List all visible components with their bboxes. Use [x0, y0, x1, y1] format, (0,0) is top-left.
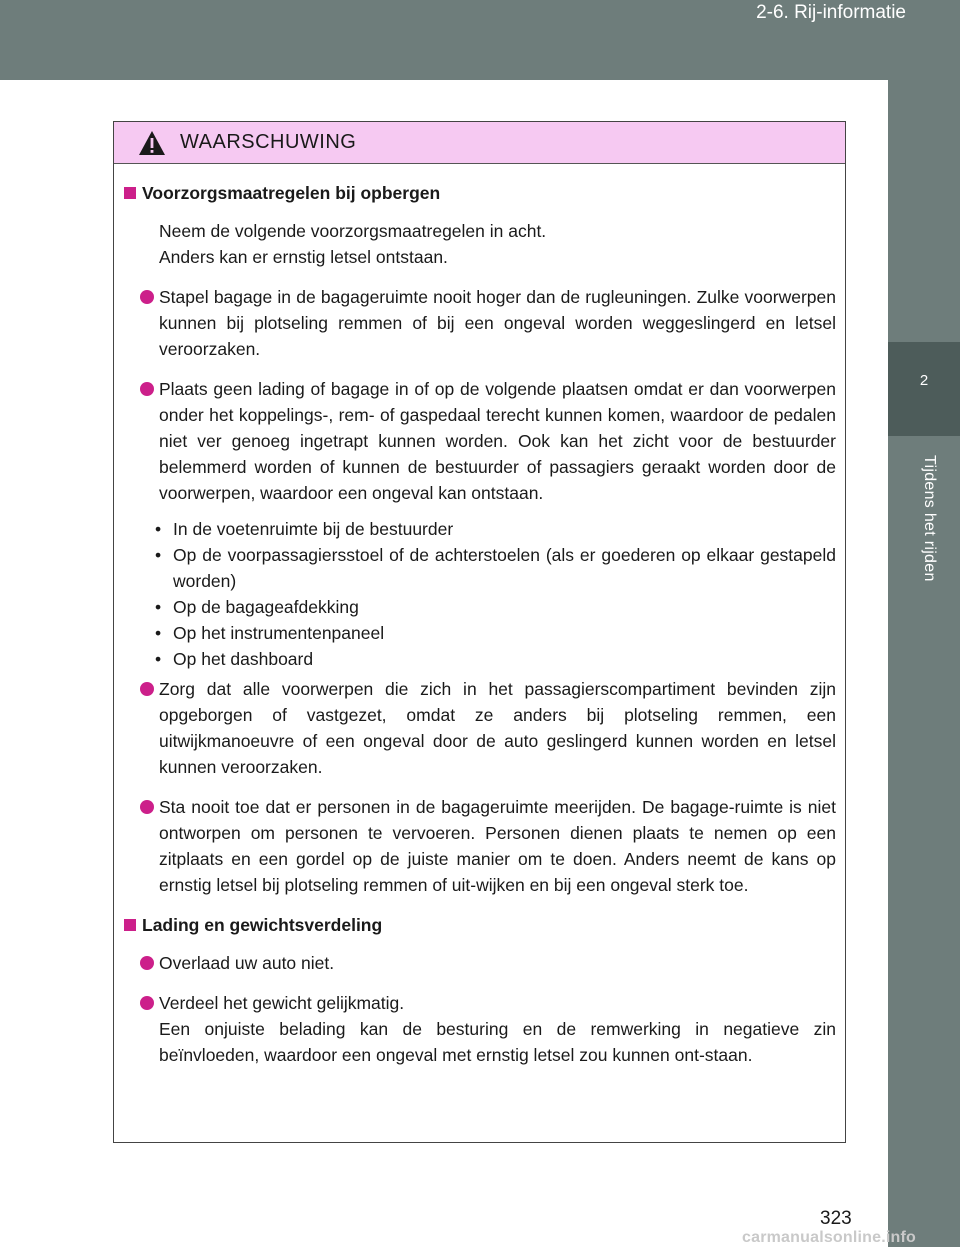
list-item-detail: Een onjuiste belading kan de besturing en de remwerking in negatieve zin beïnvloeden, waardoor een ongeval met ernstig letsel zou kunnen ont-staan. — [159, 1019, 836, 1065]
list-item-text — [159, 990, 836, 1068]
section-heading — [114, 180, 836, 206]
list-item-text: Stapel bagage in de bagageruimte nooit hoger dan de rugleuningen. Zulke voorwerpen kunnen bij plotseling remmen of bij een ongeval worden weggeslingerd en letsel veroorzaken. — [159, 287, 836, 359]
warning-box — [113, 121, 846, 1143]
watermark: carmanualsonline.info — [742, 1229, 917, 1246]
intro-line: Neem de volgende voorzorgsmaatregelen in acht. — [159, 221, 547, 241]
side-tab-upper — [888, 80, 960, 342]
round-bullet-icon — [140, 382, 154, 396]
sub-list-item: • In de voetenruimte bij de bestuurder — [155, 516, 836, 542]
section-title: 2-6. Rij-informatie — [756, 2, 906, 23]
intro-line: Anders kan er ernstig letsel ontstaan. — [159, 247, 448, 267]
square-bullet-icon — [124, 187, 136, 199]
list-item-text: Overlaad uw auto niet. — [159, 953, 335, 973]
list-item — [114, 990, 836, 1068]
sub-list-item: • Op het instrumentenpaneel — [155, 620, 836, 646]
round-bullet-icon — [140, 956, 154, 970]
sub-list-item-text: Op de bagageafdekking — [173, 597, 359, 617]
list-item-text: Zorg dat alle voorwerpen die zich in het passagierscompartiment bevinden zijn opgeborgen of vastgezet, omdat ze anders bij plotseling remmen, een uitwijkmanoeuvre of een ongeval door de auto geslingerd kunnen worden en letsel kunnen veroorzaken. — [159, 679, 836, 777]
list-item — [114, 950, 836, 976]
round-bullet-icon — [140, 290, 154, 304]
round-bullet-icon — [140, 682, 154, 696]
side-tab-chapter — [888, 342, 960, 436]
warning-triangle-icon — [138, 130, 166, 156]
sub-list-item-text: Op het instrumentenpaneel — [173, 623, 385, 643]
section-heading-text: Lading en gewichtsverdeling — [142, 915, 383, 935]
round-bullet-icon — [140, 800, 154, 814]
list-item-text: Sta nooit toe dat er personen in de bagageruimte meerijden. De bagage-ruimte is niet ontworpen om personen te vervoeren. Personen dienen plaats te nemen op een zitplaats en een gordel op de juiste manier om te doen. Anders neemt de kans op ernstig letsel bij plotseling remmen of uit-wijken en bij een ongeval sterk toe. — [159, 797, 836, 895]
page-number: 323 — [820, 1208, 852, 1229]
warning-content — [114, 164, 845, 1068]
sub-list-item: • Op de voorpassagiersstoel of de achterstoelen (als er goederen op elkaar gestapeld worden) — [155, 542, 836, 594]
warning-title: WAARSCHUWING — [180, 131, 357, 153]
sub-list-item: • Op de bagageafdekking — [155, 594, 836, 620]
square-bullet-icon — [124, 919, 136, 931]
list-item — [114, 284, 836, 362]
sub-list-item-text: In de voetenruimte bij de bestuurder — [173, 519, 454, 539]
chapter-title: Tijdens het rijden — [921, 455, 938, 582]
section-intro — [114, 218, 836, 270]
sub-list — [114, 516, 836, 672]
sub-list-item-text: Op de voorpassagiersstoel of de achterstoelen (als er goederen op elkaar gestapeld worden) — [173, 545, 836, 591]
round-bullet-icon — [140, 996, 154, 1010]
warning-header — [114, 122, 845, 164]
chapter-number: 2 — [919, 372, 929, 389]
list-item — [114, 376, 836, 506]
section-heading-text: Voorzorgsmaatregelen bij opbergen — [142, 183, 441, 203]
list-item-lead: Verdeel het gewicht gelijkmatig. — [159, 993, 405, 1013]
section-heading — [114, 912, 836, 938]
sub-list-item: • Op het dashboard — [155, 646, 836, 672]
list-item — [114, 794, 836, 898]
list-item-text: Plaats geen lading of bagage in of op de volgende plaatsen omdat er dan voorwerpen onder het koppelings-, rem- of gaspedaal terecht kunnen komen, waardoor de pedalen niet ver genoeg ingetrapt kunnen worden. Ook kan het zicht voor de bestuurder belemmerd worden of kunnen de bestuurder of passagiers geraakt worden door de voorwerpen, waardoor een ongeval kan ontstaan. — [159, 379, 836, 503]
sub-list-item-text: Op het dashboard — [173, 649, 314, 669]
list-item — [114, 676, 836, 780]
